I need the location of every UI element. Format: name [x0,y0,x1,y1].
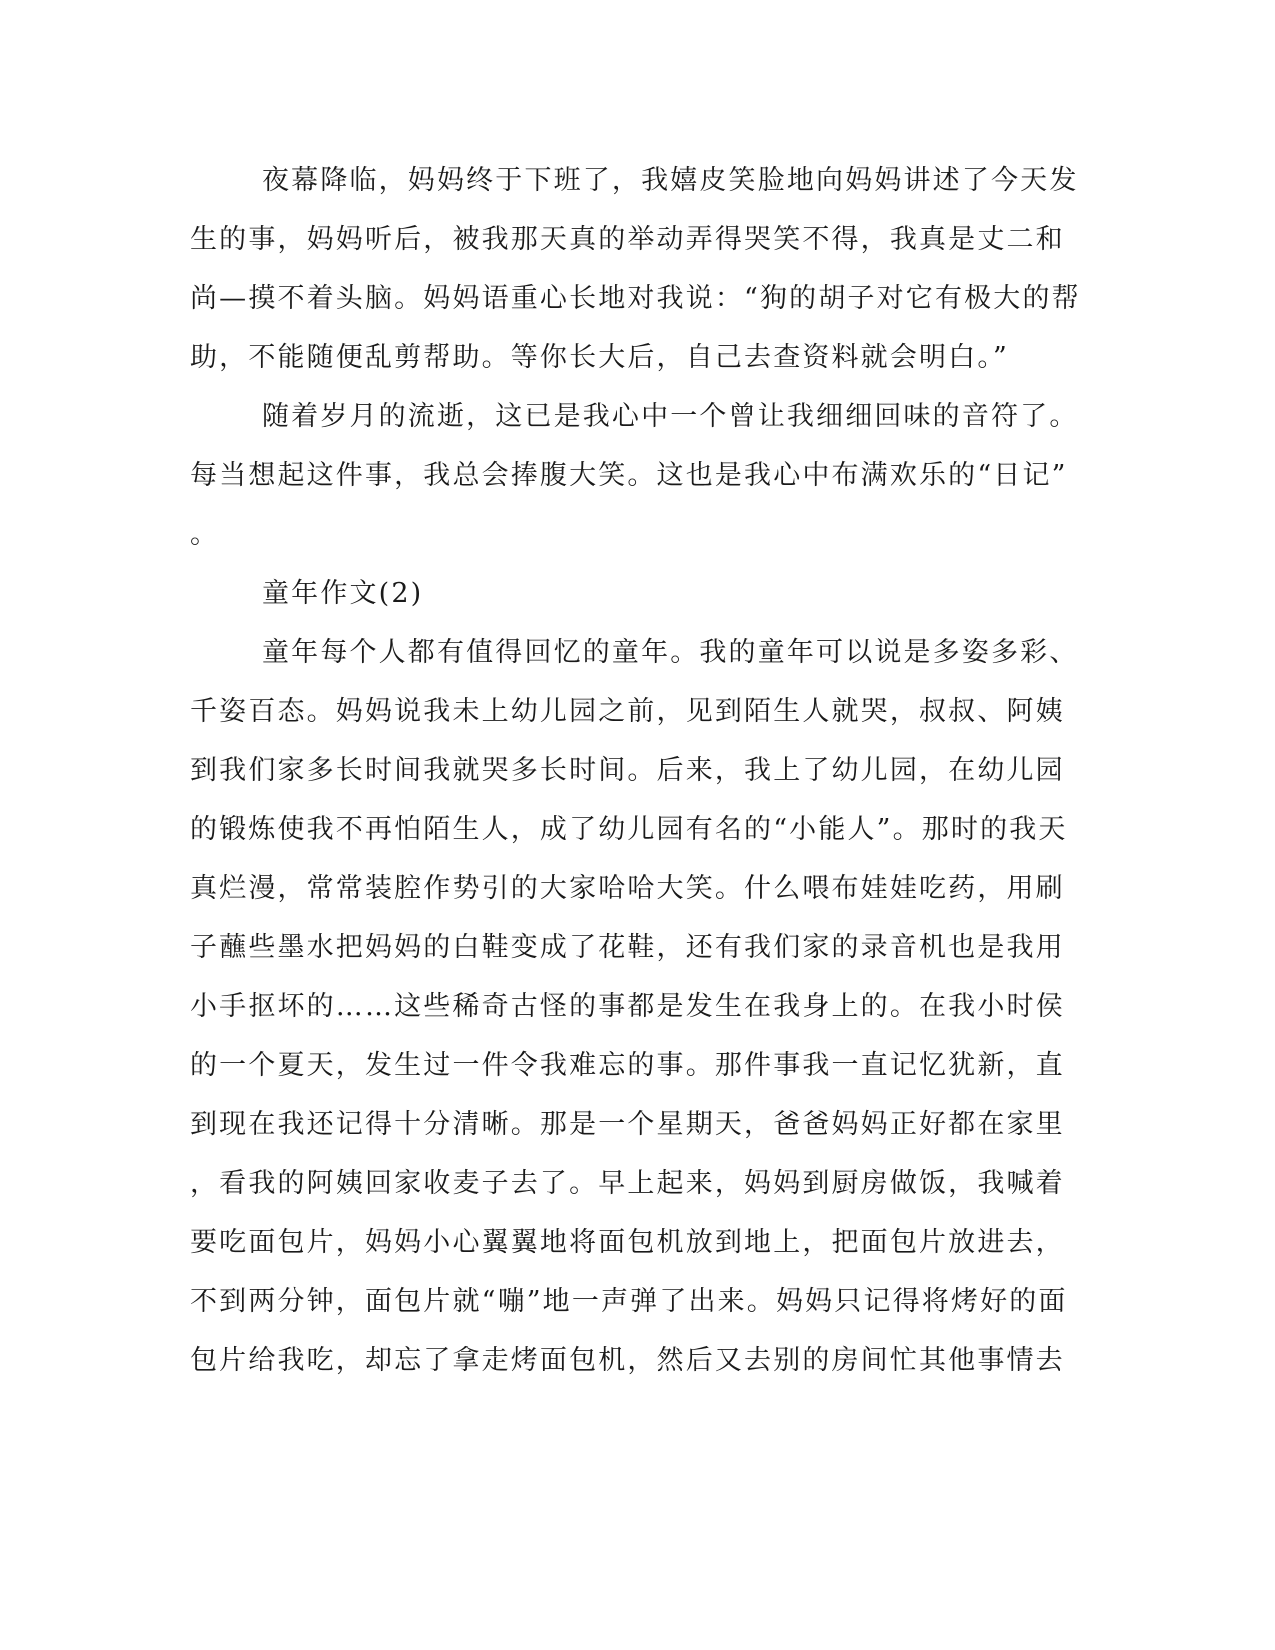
text-line: ，看我的阿姨回家收麦子去了。早上起来，妈妈到厨房做饭，我喊着 [190,1168,1065,1199]
text-line: 要吃面包片，妈妈小心翼翼地将面包机放到地上，把面包片放进去， [190,1227,1065,1258]
text-line: 尚—摸不着头脑。妈妈语重心长地对我说：“狗的胡子对它有极大的帮 [190,283,1081,314]
text-line: 子蘸些墨水把妈妈的白鞋变成了花鞋，还有我们家的录音机也是我用 [190,932,1065,963]
text-line: 童年每个人都有值得回忆的童年。我的童年可以说是多姿多彩、 [262,637,1079,668]
text-line: 的一个夏天，发生过一件令我难忘的事。那件事我一直记忆犹新，直 [190,1050,1065,1081]
text-line: 随着岁月的流逝，这已是我心中一个曾让我细细回味的音符了。 [262,401,1079,432]
text-line: 到现在我还记得十分清晰。那是一个星期天，爸爸妈妈正好都在家里 [190,1109,1065,1140]
text-line: 千姿百态。妈妈说我未上幼儿园之前，见到陌生人就哭，叔叔、阿姨 [190,696,1065,727]
text-line: 。 [190,519,220,550]
text-line: 助，不能随便乱剪帮助。等你长大后，自己去查资料就会明白。” [190,342,1009,373]
text-line: 不到两分钟，面包片就“嘣”地一声弹了出来。妈妈只记得将烤好的面 [190,1286,1068,1317]
text-line: 小手抠坏的……这些稀奇古怪的事都是发生在我身上的。在我小时侯 [190,991,1065,1022]
text-line: 包片给我吃，却忘了拿走烤面包机，然后又去别的房间忙其他事情去 [190,1345,1065,1376]
text-line: 真烂漫，常常装腔作势引的大家哈哈大笑。什么喂布娃娃吃药，用刷 [190,873,1065,904]
text-line: 生的事，妈妈听后，被我那天真的举动弄得哭笑不得，我真是丈二和 [190,224,1065,255]
text-line: 夜幕降临，妈妈终于下班了，我嬉皮笑脸地向妈妈讲述了今天发 [262,165,1079,196]
text-line: 的锻炼使我不再怕陌生人，成了幼儿园有名的“小能人”。那时的我天 [190,814,1068,845]
text-line: 到我们家多长时间我就哭多长时间。后来，我上了幼儿园，在幼儿园 [190,755,1065,786]
section-heading: 童年作文(2) [262,578,424,609]
text-line: 每当想起这件事，我总会捧腹大笑。这也是我心中布满欢乐的“日记” [190,460,1068,491]
